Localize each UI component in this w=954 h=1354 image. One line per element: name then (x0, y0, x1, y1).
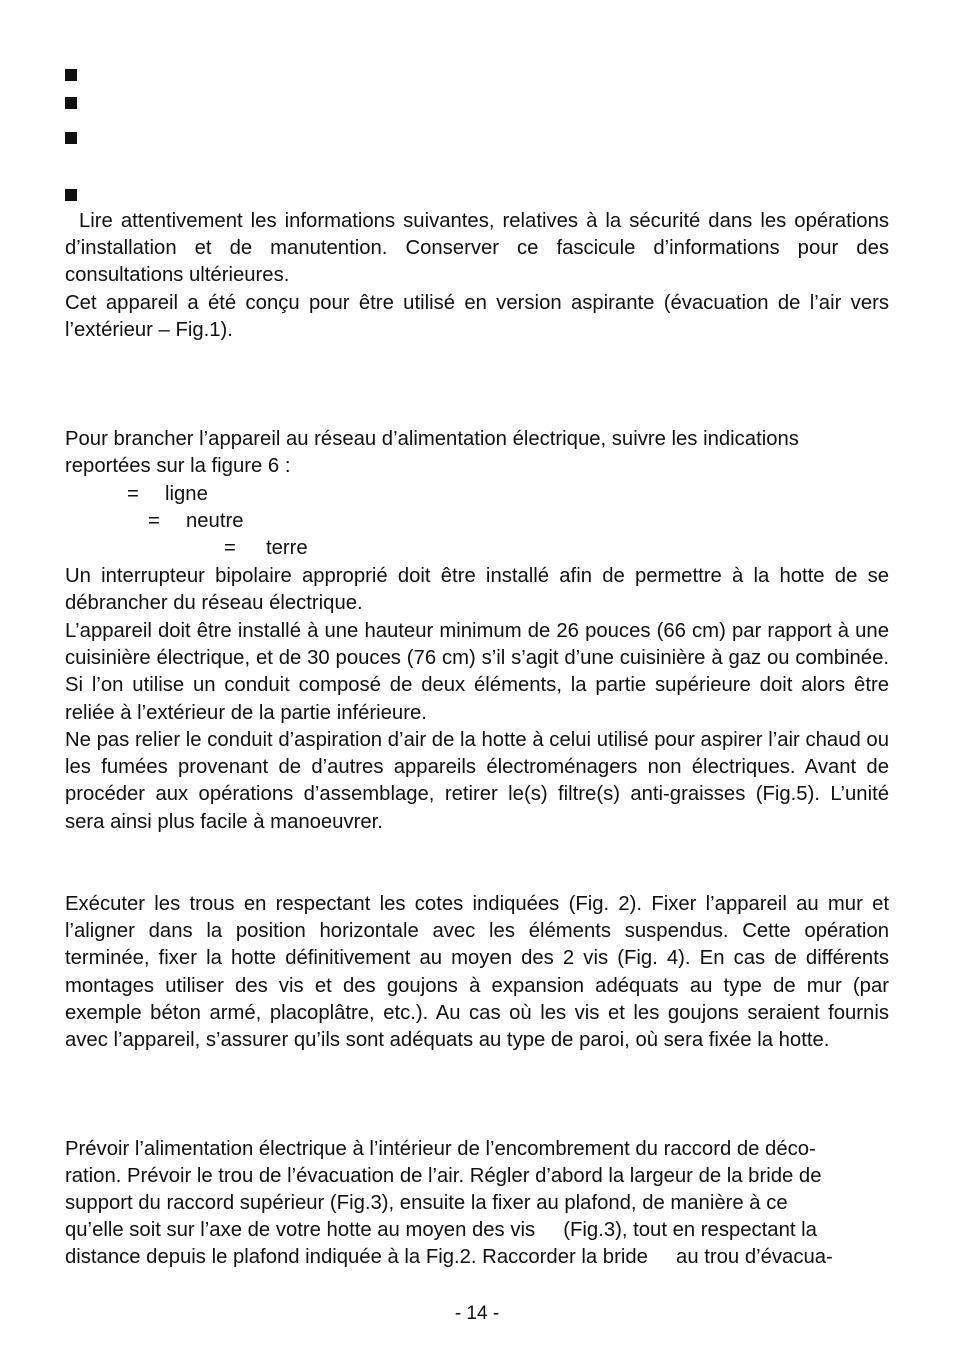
wiring-label-ligne: ligne (165, 483, 208, 505)
bullet-square-icon (65, 132, 77, 144)
page-number: - 14 - (454, 1303, 500, 1324)
mounting-paragraph: Exécuter les trous en respectant les cotes indiquées (Fig. 2). Fixer l’appareil au mur et l’aligner dans la position horizontale avec les éléments suspendus. Cette opération terminée, fixer la hotte définitivement au moyen des 2 vis (Fig. 4). En cas de différents montages utiliser des vis et des goujons à expansion adéquats au type de mur (par exemple béton armé, placoplâtre, etc.). Au cas où les vis et les goujons seraient fournis avec l’appareil, s’assurer qu’ils sont adéquats au type de paroi, où sera fixée la hotte. (65, 893, 889, 1052)
ceiling-line: distance depuis le plafond indiquée à la Fig.2. Raccorder la bride au trou d’évacua- (65, 1246, 833, 1268)
wiring-equals: = (127, 483, 139, 505)
bullet-square-icon (65, 189, 77, 201)
ceiling-line: Prévoir l’alimentation électrique à l’intérieur de l’encombrement du raccord de déco- (65, 1138, 816, 1160)
intro-paragraph-version: Cet appareil a été conçu pour être utilisé en version aspirante (évacuation de l’air vers l’extérieur – Fig.1). (65, 292, 889, 342)
electrical-paragraph-switch: Un interrupteur bipolaire approprié doit être installé afin de permettre à la hotte de se débrancher du réseau électrique. (65, 565, 889, 615)
intro-paragraph-safety: Lire attentivement les informations suivantes, relatives à la sécurité dans les opérations d’installation et de manutention. Conserver ce fascicule d’informations pour des consultations ultérieures. (65, 210, 889, 287)
wiring-equals: = (224, 537, 236, 559)
wiring-label-neutre: neutre (186, 510, 244, 532)
electrical-paragraph-height: L’appareil doit être installé à une hauteur minimum de 26 pouces (66 cm) par rapport à une cuisinière électrique, et de 30 pouces (76 cm) s’il s’agit d’une cuisinière à gaz ou combinée. Si l’on utilise un conduit composé de deux éléments, la partie supérieure doit alors être reliée à l’extérieur de la partie inférieure. (65, 620, 889, 724)
ceiling-line: ration. Prévoir le trou de l’évacuation de l’air. Régler d’abord la largeur de la bride de (65, 1165, 822, 1187)
electrical-paragraph-intro: Pour brancher l’appareil au réseau d’alimentation électrique, suivre les indications reportées sur la figure 6 : (65, 428, 799, 478)
ceiling-line: support du raccord supérieur (Fig.3), ensuite la fixer au plafond, de manière à ce (65, 1192, 788, 1214)
electrical-paragraph-duct: Ne pas relier le conduit d’aspiration d’air de la hotte à celui utilisé pour aspirer l’air chaud ou les fumées provenant de d’autres appareils électroménagers non électriques. Avant de procéder aux opérations d’assemblage, retirer le(s) filtre(s) anti-graisses (Fig.5). L’unité sera ainsi plus facile à manoeuvrer. (65, 729, 889, 833)
bullet-square-icon (65, 97, 77, 109)
ceiling-line: qu’elle soit sur l’axe de votre hotte au moyen des vis (Fig.3), tout en respectant la (65, 1219, 817, 1241)
wiring-equals: = (148, 510, 160, 532)
bullet-square-icon (65, 69, 77, 81)
wiring-label-terre: terre (266, 537, 308, 559)
